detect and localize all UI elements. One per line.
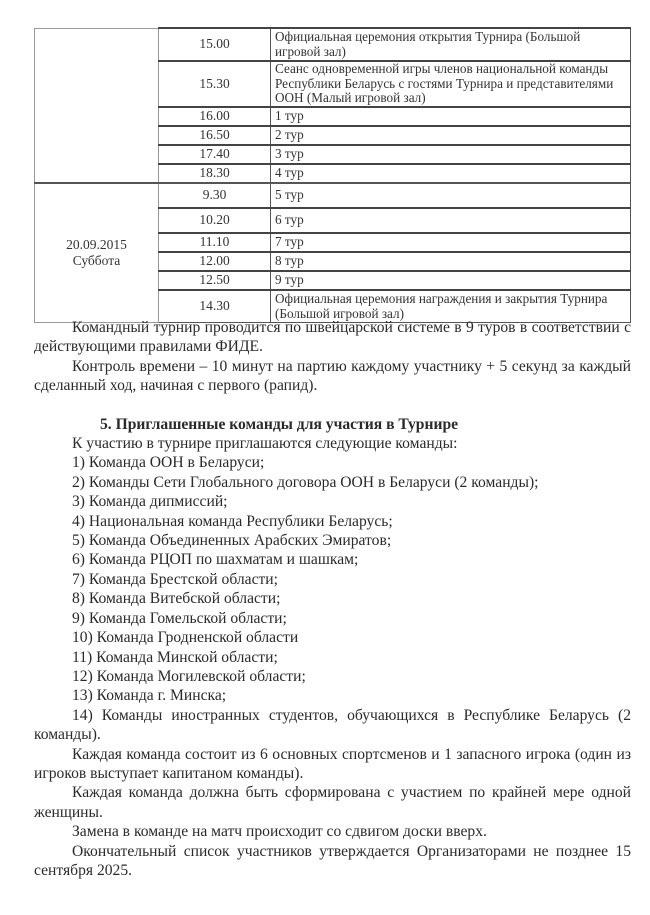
list-item: 7) Команда Брестской области; xyxy=(72,570,278,588)
list-item: 9) Команда Гомельской области; xyxy=(72,609,287,627)
time-cell: 16.50 xyxy=(159,126,271,145)
time-cell: 9.30 xyxy=(159,183,271,208)
list-item: 4) Национальная команда Республики Беларусь; xyxy=(72,512,393,530)
paragraph-women-rule: Каждая команда должна быть сформирована с участием по крайней мере одной женщины. xyxy=(34,784,631,821)
event-cell: 9 тур xyxy=(271,271,631,290)
day-weekday: Суббота xyxy=(72,253,121,268)
list-item: 14) Команды иностранных студентов, обучающихся в Республике Беларусь (2 команды). xyxy=(34,706,631,744)
list-item: 11) Команда Минской области; xyxy=(72,648,278,666)
list-item: 8) Команда Витебской области; xyxy=(72,590,281,608)
time-cell: 11.10 xyxy=(159,233,271,252)
time-cell: 18.30 xyxy=(159,164,271,183)
list-item: 6) Команда РЦОП по шахматам и шашкам; xyxy=(72,551,359,569)
event-cell: Официальная церемония открытия Турнира (Большой игровой зал) xyxy=(271,28,631,61)
section-intro: К участию в турнире приглашаются следующие команды: xyxy=(72,435,458,453)
time-cell: 12.50 xyxy=(159,271,271,290)
event-cell: 5 тур xyxy=(271,183,631,208)
event-cell: 4 тур xyxy=(271,164,631,183)
event-cell: 7 тур xyxy=(271,233,631,252)
time-cell: 15.30 xyxy=(159,61,271,107)
paragraph-substitution: Замена в команде на матч происходит со сдвигом доски вверх. xyxy=(72,823,487,841)
schedule-row xyxy=(35,28,631,61)
time-cell: 10.20 xyxy=(159,208,271,233)
spacer xyxy=(34,396,631,415)
section-heading: 5. Приглашенные команды для участия в Турнире xyxy=(100,415,459,433)
list-item: 1) Команда ООН в Беларуси; xyxy=(72,454,265,472)
teams-list xyxy=(34,453,631,744)
event-cell: Официальная церемония награждения и закрытия Турнира (Большой игровой зал) xyxy=(271,290,631,323)
event-cell: 8 тур xyxy=(271,252,631,271)
list-item: 13) Команда г. Минска; xyxy=(72,687,227,705)
schedule-row xyxy=(35,183,631,208)
time-cell: 12.00 xyxy=(159,252,271,271)
event-cell: 6 тур xyxy=(271,208,631,233)
event-cell: 1 тур xyxy=(271,107,631,126)
time-cell: 16.00 xyxy=(159,107,271,126)
event-cell: 3 тур xyxy=(271,145,631,164)
schedule-table xyxy=(34,27,631,323)
paragraph-composition: Каждая команда состоит из 6 основных спортсменов и 1 запасного игрока (один из игроков выступает капитаном команды). xyxy=(34,745,631,782)
event-cell: Сеанс одновременной игры членов национальной команды Республики Беларусь с гостями Турнира и представителями ООН (Малый игровой зал) xyxy=(271,61,631,107)
paragraph-time-control: Контроль времени – 10 минут на партию каждому участнику + 5 секунд за каждый сделанный ход, начиная с первого (рапид). xyxy=(34,357,631,395)
list-item: 3) Команда дипмиссий; xyxy=(72,493,228,511)
list-item: 10) Команда Гродненской области xyxy=(72,629,299,647)
list-item: 2) Команды Сети Глобального договора ООН в Беларуси (2 команды); xyxy=(72,473,539,491)
day-cell xyxy=(35,183,159,323)
time-cell: 15.00 xyxy=(159,28,271,61)
body-text xyxy=(34,318,631,880)
list-item: 12) Команда Могилевской области; xyxy=(72,667,306,685)
event-cell: 2 тур xyxy=(271,126,631,145)
paragraph-final-list: Окончательный список участников утверждается Организаторами не позднее 15 сентября 2025. xyxy=(34,842,631,879)
list-item: 5) Команда Объединенных Арабских Эмиратов; xyxy=(72,532,392,550)
day-cell xyxy=(35,28,159,183)
time-cell: 17.40 xyxy=(159,145,271,164)
day-date: 20.09.2015 xyxy=(66,237,127,252)
time-cell: 14.30 xyxy=(159,290,271,323)
paragraph-swiss-system: Командный турнир проводится по швейцарской системе в 9 туров в соответствии с действующими правилами ФИДЕ. xyxy=(34,319,631,356)
